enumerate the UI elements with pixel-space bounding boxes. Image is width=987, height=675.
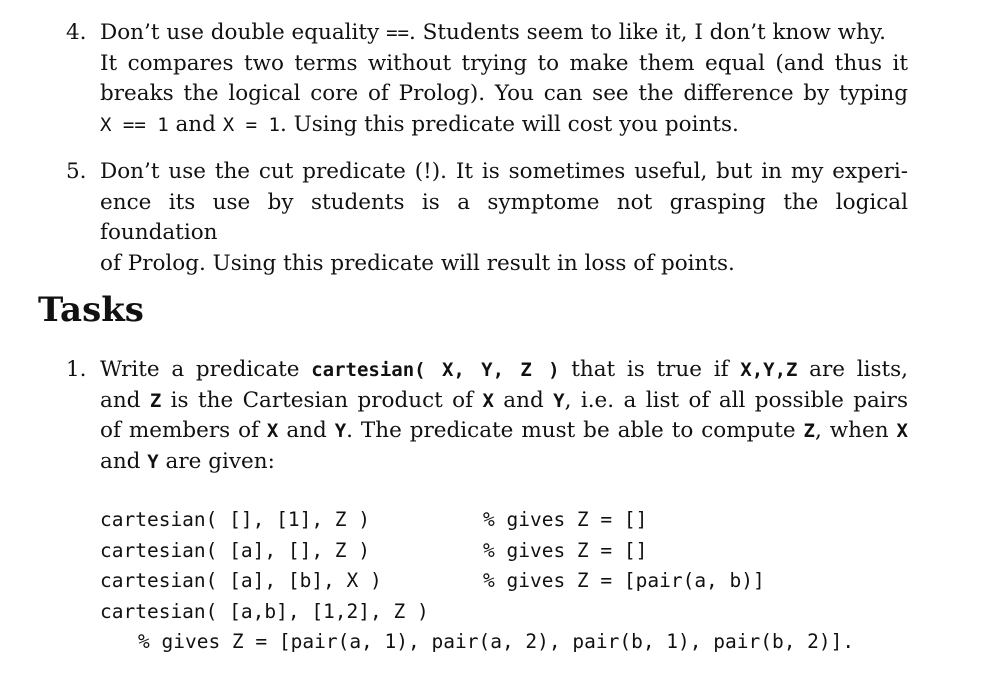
rule-item-4 xyxy=(66,18,916,140)
code-comment: % gives Z = [pair(a, 1), pair(a, 2), pair(b, 1), pair(b, 2)]. xyxy=(138,630,855,653)
inline-code: X xyxy=(896,420,908,443)
text-line: of members of X and Y. The predicate must be able to compute Z, when X xyxy=(100,418,908,444)
code-comment: % gives Z = [] xyxy=(483,508,648,531)
inline-code: X xyxy=(266,420,279,443)
inline-code: Y xyxy=(334,420,347,443)
inline-code: X = 1 xyxy=(222,113,280,136)
text-line: and Z is the Cartesian product of X and Y, i.e. a list of all possible pairs xyxy=(100,387,908,413)
code-comment: % gives Z = [pair(a, b)] xyxy=(483,569,765,592)
task-body xyxy=(100,355,908,477)
section-heading-tasks: Tasks xyxy=(38,290,144,330)
rule-body xyxy=(100,157,908,279)
text-line: of Prolog. Using this predicate will result in loss of points. xyxy=(100,250,735,276)
text-line: Don’t use double equality ==. Students seem to like it, I don’t know why. xyxy=(100,20,886,45)
text-line: and Y are given: xyxy=(100,448,275,474)
inline-code: X xyxy=(482,389,494,412)
list-number: 5. xyxy=(66,159,87,184)
code-call: cartesian( [a,b], [1,2], Z ) xyxy=(100,599,429,623)
code-call: cartesian( [a], [b], X ) xyxy=(100,569,382,592)
text-line: breaks the logical core of Prolog). You can see the difference by typing xyxy=(100,81,908,107)
inline-code: Z xyxy=(803,420,815,443)
inline-code: Z xyxy=(149,389,162,412)
rule-body xyxy=(100,18,908,140)
text-line: It compares two terms without trying to make them equal (and thus it xyxy=(100,50,908,76)
code-call: cartesian( [a], [], Z ) xyxy=(100,538,371,562)
code-call: cartesian( [], [1], Z ) xyxy=(100,508,371,531)
task-item-1 xyxy=(66,355,916,477)
inline-code: Y xyxy=(553,389,565,412)
code-comment: % gives Z = [] xyxy=(483,538,648,562)
list-number: 1. xyxy=(66,357,87,382)
text-line: ence its use by students is a symptome not grasping the logical foundation xyxy=(100,189,908,246)
inline-code: == xyxy=(386,22,409,44)
inline-code: X == 1 xyxy=(100,113,169,136)
inline-code: cartesian( X, Y, Z ) xyxy=(311,359,560,381)
text-line: Don’t use the cut predicate (!). It is sometimes useful, but in my experi- xyxy=(100,159,908,184)
inline-code: Y xyxy=(147,450,159,473)
inline-code: X,Y,Z xyxy=(740,359,798,381)
list-number: 4. xyxy=(66,20,87,45)
text-line: Write a predicate cartesian( X, Y, Z ) that is true if X,Y,Z are lists, xyxy=(100,357,909,382)
rule-item-5 xyxy=(66,157,916,279)
text-line: X == 1 and X = 1. Using this predicate will cost you points. xyxy=(100,111,739,137)
